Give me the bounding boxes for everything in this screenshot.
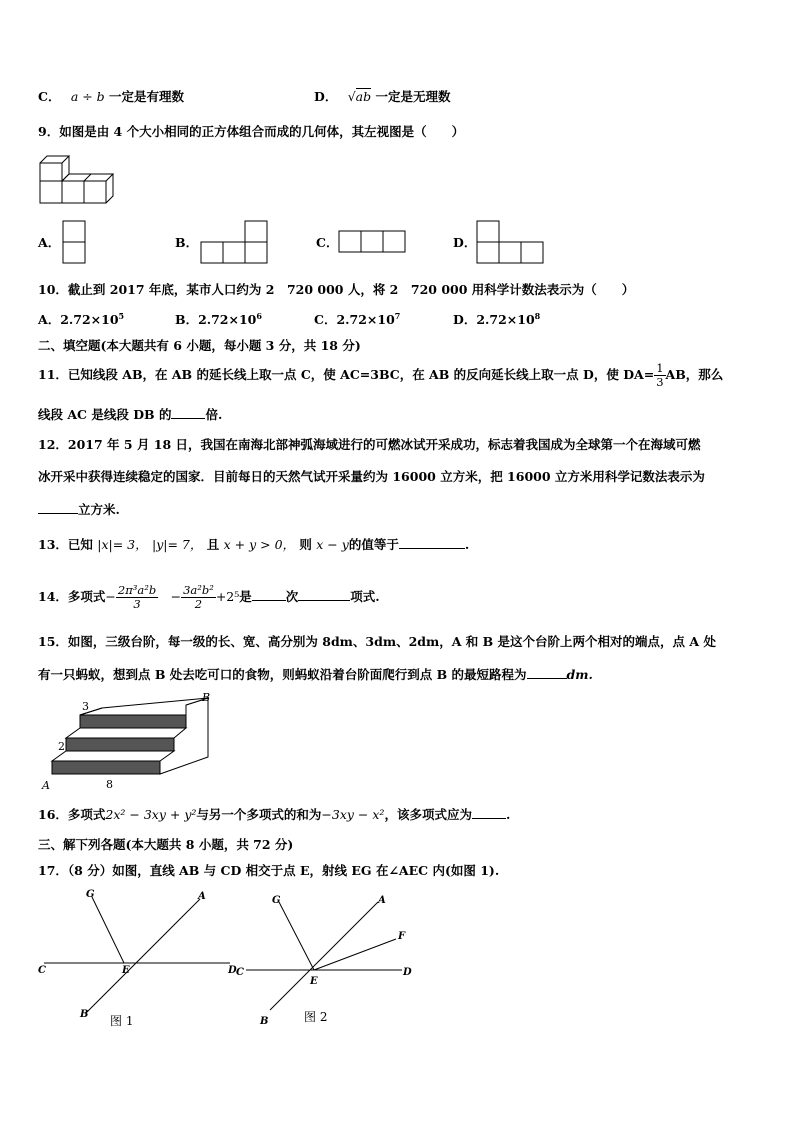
section-3-heading: 三、解下列各题(本大题共 8 小题，共 72 分) [38,837,294,852]
q11-answer-blank[interactable] [171,406,205,419]
fig2-label-f: F [398,931,406,942]
q10-option-c-exp: 7 [394,310,401,321]
q10-option-d-text: D．2.72×10 [453,312,535,327]
q12-line2: 冰开采中获得连续稳定的国家．目前每日的天然气试开采量约为 16000 立方米，把 16000 立方米用科学记数法表示为 [38,469,705,484]
q11-line2 [38,406,222,423]
q13-text-f: 则 [299,537,312,552]
q9-stem: 9．如图是由 4 个大小相同的正方体组合而成的几何体，其左视图是（ ） [38,124,465,139]
fig2-caption: 图 2 [304,1010,328,1024]
fig1-label-d: D [228,965,237,976]
q12-line1: 12．2017 年 5 月 18 日，我国在南海北部神弧海域进行的可燃冰试开采成功，标志着我国成为全球第一个在海域可燃 [38,437,701,452]
q8-option-d-expr: ab [355,89,372,104]
q16-stem [38,806,510,823]
q14-f1-den: 3 [133,597,141,611]
fig2-label-e: E [310,976,318,987]
q10-stem: 10．截止到 2017 年底，某市人口约为 2 720 000 人，将 2 720 000 用科学计数法表示为（ ） [38,282,635,297]
q13-sum-condition: x + y > 0， [223,537,296,552]
q17-figure-1 [34,885,244,1035]
q10-option-c[interactable] [314,312,400,328]
q14-fraction-1 [116,584,158,611]
q15-line2-text: 有一只蚂蚁，想到点 B 处去吃可口的食物，则蚂蚁沿着台阶面爬行到点 B 的最短路程为 [38,667,527,682]
q15-answer-blank[interactable] [527,666,567,679]
q13-abs-y: |y|= 7， [152,537,203,552]
q12-line3 [38,501,120,518]
q15-line2 [38,666,593,683]
q10-option-b-exp: 6 [256,310,262,321]
q17-stem: 17．（8 分）如图，直线 AB 与 CD 相交于点 E，射线 EG 在∠AEC 内(如图 1). [38,863,500,878]
q13-abs-x: |x|= 3， [97,537,148,552]
q10-option-b[interactable] [175,312,262,328]
q13-text-d: 且 [206,537,220,552]
q14-f1-num: 2π³a²b [117,583,157,597]
q9-option-d-label: D． [453,235,477,250]
q14-stem: 14．多项式− $\frac{\text{2π³a²b}}{3}$ − $\frac{\text{3a²b²}}{2}$ +2⁵是 次 项式. [38,583,380,611]
q13-text-i: . [464,537,470,552]
q13-stem [38,536,469,553]
q9-option-b-label: B． [175,235,199,250]
q10-option-c-text: C．2.72×10 [314,312,395,327]
q10-option-b-text: B．2.72×10 [175,312,257,327]
q10-option-d[interactable] [453,312,540,328]
q8-option-d-text: 一定是无理数 [375,89,451,104]
q15-label-3: 3 [82,700,89,713]
q16-text-e: ，该多项式应为 [384,807,472,822]
q12-answer-blank[interactable] [38,501,78,514]
fig2-label-d: D [403,967,412,978]
fig2-label-c: C [236,967,244,978]
fig1-label-b: B [80,1009,89,1020]
q9-option-b-figure[interactable] [201,220,271,264]
q9-option-c-label: C． [316,235,339,250]
q14-degree-blank[interactable] [252,588,286,601]
q14-terms-blank[interactable] [298,588,350,601]
q13-answer-blank[interactable] [399,536,465,549]
fig1-label-a: A [198,891,206,902]
q8-option-c [38,89,184,105]
q14-text-b: 是 [239,589,252,604]
section-2-heading: 二、填空题(本大题共有 6 小题，每小题 3 分，共 18 分) [38,338,361,353]
q11-frac-den: 3 [656,375,664,389]
q14-tail: +2⁵ [215,589,240,604]
q17-figure-2 [232,885,422,1035]
q9-option-c-figure[interactable] [338,230,408,254]
q14-f2-num: 3a²b² [183,583,214,597]
q9-option-a-figure[interactable] [62,220,88,264]
q15-label-8: 8 [106,778,113,791]
q10-option-d-exp: 8 [534,310,541,321]
q9-option-d-figure[interactable] [477,220,547,264]
q8-option-c-label: C． [38,89,61,104]
q16-text-c: 与另一个多项式的和为 [196,807,322,822]
q16-poly-1: 2x² − 3xy + y² [105,807,197,822]
q14-f2-den: 2 [194,597,203,611]
q15-unit: dm. [566,667,593,682]
q13-text-a: 13．已知 [38,537,93,552]
q15-label-a: A [42,779,50,792]
q11-fraction [654,362,665,389]
q11-line2-end: 倍. [205,407,223,422]
q12-line3-text: 立方米. [78,502,120,517]
q8-option-c-text: 一定是有理数 [109,89,185,104]
q15-label-b: B [202,691,211,704]
fig2-label-b: B [260,1016,269,1027]
q8-option-d-label: D． [314,89,338,104]
q9-option-a-label: A． [38,235,61,250]
fig2-label-a: A [378,895,386,906]
q10-option-a[interactable] [38,312,124,328]
q14-text-a: 14．多项式 [38,589,106,604]
fig2-label-g: G [272,895,281,906]
q10-option-a-text: A．2.72×10 [38,312,119,327]
q14-fraction-2 [181,584,216,611]
q14-text-c: 次 [285,589,299,604]
sqrt-symbol-icon: √ [347,89,356,104]
fig1-caption: 图 1 [110,1014,134,1028]
q11-part2: AB，那么 [665,367,724,382]
q16-answer-blank[interactable] [472,806,506,819]
q11-part1: 11．已知线段 AB，在 AB 的延长线上取一点 C，使 AC=3BC，在 AB 的反向延长线上取一点 D，使 DA= [38,367,655,382]
q16-text-f: . [505,807,511,822]
q9-solid-figure [38,150,128,210]
fig1-label-e: E [122,965,130,976]
fig1-label-c: C [38,965,46,976]
q13-text-h: 的值等于 [348,537,399,552]
q10-option-a-exp: 5 [118,310,125,321]
fig1-label-g: G [86,889,95,900]
q8-option-d [314,89,451,105]
q11-line1 [38,362,723,389]
q16-text-a: 16．多项式 [38,807,106,822]
q15-line1: 15．如图，三级台阶，每一级的长、宽、高分别为 8dm、3dm、2dm，A 和 B 是这个台阶上两个相对的端点，点 A 处 [38,634,716,649]
q15-label-2: 2 [58,740,65,753]
q16-poly-sum: −3xy − x² [321,807,385,822]
q11-line2-text: 线段 AC 是线段 DB 的 [38,407,172,422]
q14-text-d: 项式. [350,589,380,604]
q13-diff-expr: x − y [316,537,349,552]
q15-staircase-figure [38,690,218,792]
q11-frac-num: 1 [656,361,664,375]
q8-option-c-expr: a ÷ b [70,89,105,104]
